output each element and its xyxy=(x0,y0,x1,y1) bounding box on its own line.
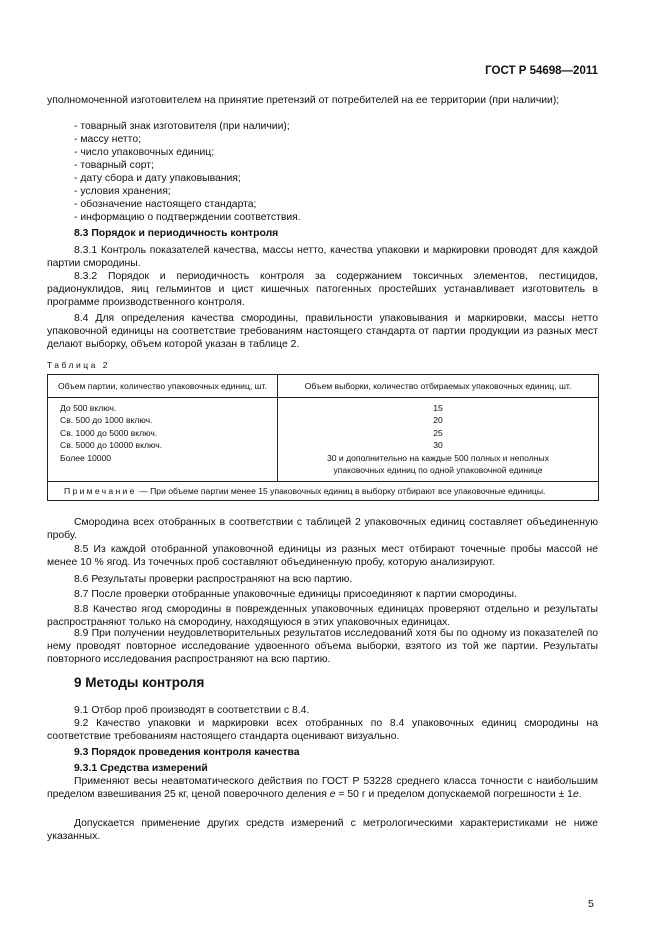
table-header-cell: Объем партии, количество упаковочных единиц, шт. xyxy=(48,375,278,398)
list-item: - информацию о подтверждении соответствия. xyxy=(74,212,301,223)
table-cell: 20 xyxy=(433,415,443,425)
paragraph-8-7: 8.7 После проверки отобранные упаковочные единицы присоединяют к партии смородины. xyxy=(74,589,517,600)
text-run: . xyxy=(578,789,582,800)
list-item: - обозначение настоящего стандарта; xyxy=(74,199,257,210)
table-note xyxy=(48,481,599,501)
table-cell: Св. 1000 до 5000 включ. xyxy=(60,427,158,438)
section-9-heading: 9 Методы контроля xyxy=(74,675,205,690)
section-9-3-heading: 9.3 Порядок проведения контроля качества xyxy=(74,747,300,758)
table-cell: 30 xyxy=(433,440,443,450)
table-row xyxy=(48,397,599,481)
table-cell: Св. 500 до 1000 включ. xyxy=(60,415,153,425)
sample-size-column xyxy=(278,397,599,481)
note-label: Примечание xyxy=(64,485,137,496)
list-item: - дату сбора и дату упаковывания; xyxy=(74,173,241,184)
paragraph-8-5: 8.5 Из каждой отобранной упаковочной единицы из разных мест отбирают точечные пробы массой не менее 10 % ягод. Из точечных проб составляют объединенную пробу, которую анализируют. xyxy=(47,544,598,568)
list-item: - массу нетто; xyxy=(74,134,141,145)
text-run: = 50 г и пределом допускаемой погрешности ± 1 xyxy=(335,789,573,800)
table-header-cell: Объем выборки, количество отбираемых упаковочных единиц, шт. xyxy=(278,375,599,398)
list-item: - товарный знак изготовителя (при наличии); xyxy=(74,121,290,132)
paragraph-8-3-1: 8.3.1 Контроль показателей качества, массы нетто, качества упаковки и маркировки проводят для каждой партии смородины. xyxy=(47,245,598,269)
paragraph-8-4: 8.4 Для определения качества смородины, правильности упаковывания и маркировки, массы нетто упаковочной единицы на соответствие требованиям настоящего стандарта от партии продукции из разных мест делают выборку, объем которой указан в таблице 2. xyxy=(47,313,598,350)
section-9-3-1-heading: 9.3.1 Средства измерений xyxy=(74,763,208,774)
table-cell: 25 xyxy=(433,427,443,438)
paragraph-9-2: 9.2 Качество упаковки и маркировки всех отобранных по 8.4 упаковочных единиц смородины на соответствие требованиям настоящего стандарта оценивают визуально. xyxy=(47,718,598,742)
text-run: Применяют весы неавтоматического действия по ГОСТ Р 53228 среднего класса точности с наибольшим пределом взвешивания 25 кг, ценой поверочного деления xyxy=(47,776,598,800)
intro-paragraph: уполномоченной изготовителем на принятие претензий от потребителей на ее территории (при наличии); xyxy=(47,95,560,106)
text-run: е xyxy=(329,789,336,800)
section-8-3-heading: 8.3 Порядок и периодичность контроля xyxy=(74,228,279,239)
table-note-row xyxy=(48,481,599,501)
sample-size-table xyxy=(47,374,599,501)
paragraph-8-8: 8.8 Качество ягод смородины в поврежденных упаковочных единицах проверяют отдельно и результаты распространяют только на смородину, находящуюся в этих упаковочных единицах. xyxy=(47,604,598,628)
table-caption: Таблица 2 xyxy=(47,360,110,370)
page-number: 5 xyxy=(588,898,594,910)
table-cell: 15 xyxy=(433,402,443,413)
paragraph-9-3-1-scales xyxy=(47,775,598,801)
paragraph-9-3-1-alternatives: Допускается применение других средств измерений с метрологическими характеристиками не ниже указанных. xyxy=(47,818,598,842)
note-text: — При объеме партии менее 15 упаковочных единиц в выборку отбирают все упаковочные единицы. xyxy=(136,485,546,496)
paragraph-8-6: 8.6 Результаты проверки распространяют на всю партию. xyxy=(74,574,353,585)
list-item: - число упаковочных единиц; xyxy=(74,147,215,158)
paragraph-9-1: 9.1 Отбор проб производят в соответствии с 8.4. xyxy=(74,705,310,716)
document-header: ГОСТ Р 54698—2011 xyxy=(485,65,598,77)
marking-list xyxy=(47,120,625,224)
lot-size-column xyxy=(48,397,278,481)
paragraph-8-9: 8.9 При получении неудовлетворительных результатов исследований хотя бы по одному из показателей по нему проводят повторное исследование удвоенного объема выборки, взятого из той же партии. Результаты повторного исследования распространяют на всю партию. xyxy=(47,628,598,665)
table-header-row xyxy=(48,375,599,398)
text-run: е xyxy=(572,789,579,800)
table-cell: Более 10000 xyxy=(60,452,112,463)
table-cell: 30 и дополнительно на каждые 500 полных и неполных упаковочных единиц по одной упаковочной единице xyxy=(326,452,549,475)
table-cell: Св. 5000 до 10000 включ. xyxy=(60,440,163,450)
list-item: - условия хранения; xyxy=(74,186,171,197)
list-item: - товарный сорт; xyxy=(74,160,154,171)
paragraph-8-3-2: 8.3.2 Порядок и периодичность контроля за содержанием токсичных элементов, пестицидов, радионуклидов, яиц гельминтов и цист кишечных патогенных простейших устанавливает изготовитель в программе производственного контроля. xyxy=(47,271,598,308)
paragraph-combined-sample: Смородина всех отобранных в соответствии с таблицей 2 упаковочных единиц составляет объединенную пробу. xyxy=(47,517,598,541)
table-cell: До 500 включ. xyxy=(60,402,117,413)
